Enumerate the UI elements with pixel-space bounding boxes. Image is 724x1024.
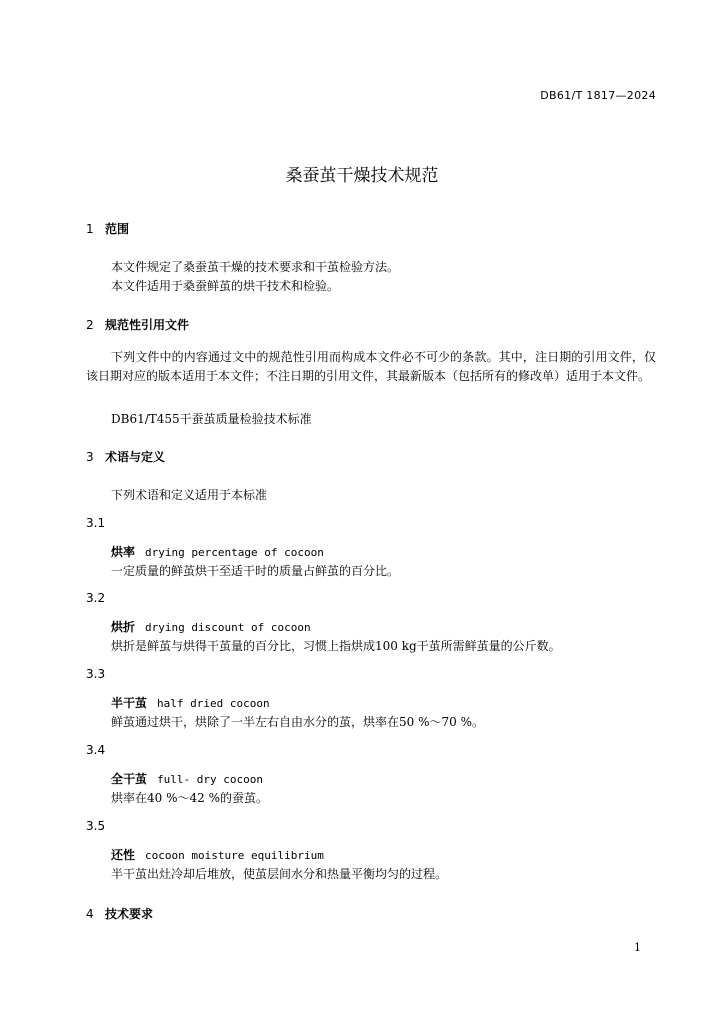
- term-number: 3.3: [86, 667, 106, 681]
- term-number: 3.4: [86, 743, 106, 757]
- section-title: 范围: [105, 222, 130, 236]
- term-chinese: 半干茧: [111, 696, 148, 710]
- section-3-heading: [86, 448, 165, 465]
- section-number: 3: [86, 450, 94, 464]
- section-2-heading: [86, 316, 189, 333]
- section-1-heading: [86, 220, 129, 237]
- terms-intro: 下列术语和定义适用于本标准: [111, 488, 268, 502]
- term-definition: 鲜茧通过烘干，烘除了一半左右自由水分的茧，烘率在50 %～70 %。: [111, 715, 484, 729]
- section-number: 1: [86, 222, 94, 236]
- term-definition: 一定质量的鲜茧烘干至适干时的质量占鲜茧的百分比。: [111, 564, 400, 578]
- scope-line-2: 本文件适用于桑蚕鲜茧的烘干技术和检验。: [111, 279, 340, 293]
- section-number: 4: [86, 907, 94, 921]
- document-title: 桑蚕茧干燥技术规范: [285, 166, 439, 186]
- term-heading: [111, 694, 270, 711]
- scope-line-1: 本文件规定了桑蚕茧干燥的技术要求和干茧检验方法。: [111, 260, 400, 274]
- section-4-heading: [86, 905, 153, 922]
- term-english: cocoon moisture equilibrium: [145, 849, 324, 862]
- term-heading: [111, 770, 263, 787]
- section-title: 规范性引用文件: [105, 318, 190, 332]
- reference-item: DB61/T455干蚕茧质量检验技术标准: [111, 412, 312, 426]
- document-number: DB61/T 1817—2024: [540, 89, 656, 102]
- normative-references-paragraph: 下列文件中的内容通过文中的规范性引用而构成本文件必不可少的条款。其中，注日期的引用文件，仅该日期对应的版本适用于本文件；不注日期的引用文件，其最新版本（包括所有的修改单）适用于本文件。: [86, 350, 656, 383]
- term-chinese: 还性: [111, 848, 136, 862]
- term-chinese: 烘率: [111, 545, 136, 559]
- term-english: drying discount of cocoon: [145, 621, 311, 634]
- term-heading: [111, 618, 311, 635]
- section-number: 2: [86, 318, 94, 332]
- term-number: 3.5: [86, 819, 106, 833]
- term-heading: [111, 846, 324, 863]
- term-number: 3.1: [86, 516, 106, 530]
- section-title: 术语与定义: [105, 450, 166, 464]
- section-title: 技术要求: [105, 907, 154, 921]
- term-definition: 烘率在40 %～42 %的蚕茧。: [111, 791, 268, 805]
- term-heading: [111, 543, 324, 560]
- term-english: full- dry cocoon: [157, 773, 263, 786]
- page-number: 1: [634, 941, 641, 954]
- term-chinese: 全干茧: [111, 772, 148, 786]
- term-chinese: 烘折: [111, 620, 136, 634]
- term-number: 3.2: [86, 591, 106, 605]
- term-english: half dried cocoon: [157, 697, 270, 710]
- term-definition: 半干茧出灶冷却后堆放，使茧层间水分和热量平衡均匀的过程。: [111, 867, 448, 881]
- term-english: drying percentage of cocoon: [145, 546, 324, 559]
- term-definition: 烘折是鲜茧与烘得干茧量的百分比，习惯上指烘成100 kg干茧所需鲜茧量的公斤数。: [111, 639, 561, 653]
